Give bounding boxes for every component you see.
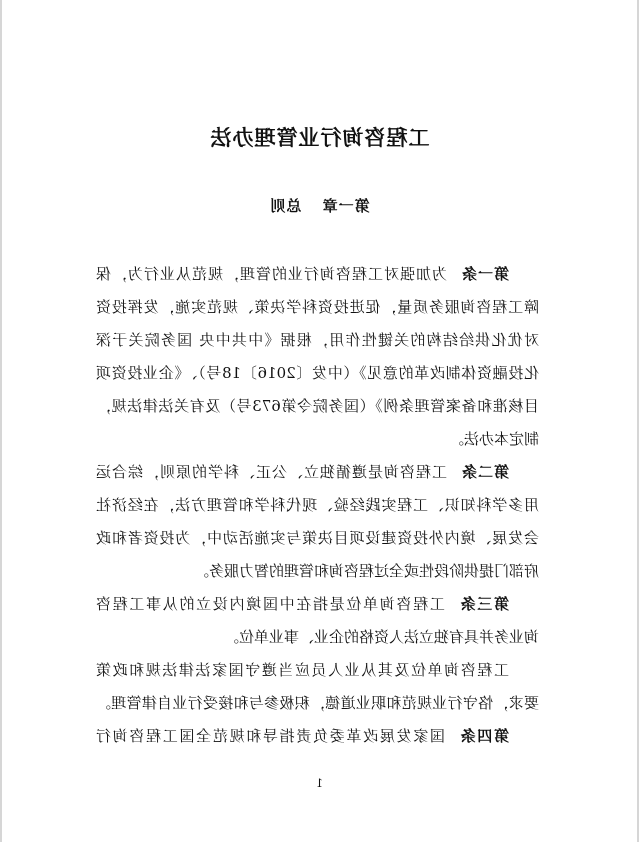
article-label-2: 第二条 [461,463,509,481]
text-line-10: 府部门提供阶段性或全过程咨询和管理的智力服务。 [193,562,539,580]
text-line-8: 用多学科知识、工程实践经验、现代科学和管理方法，在经济社 [96,496,539,514]
line-text-7: 工程咨询是遵循独立、公正、科学的原则，综合运 [96,463,447,481]
line-text-1: 为加强对工程咨询行业的管理，规范从业行为，保 [96,265,447,283]
line-text-15: 国家发展改革委负责指导和规范全国工程咨询行 [96,727,445,745]
article-label-4: 第四条 [458,727,509,745]
chapter-heading: 第一章 总则 [269,197,370,215]
document-title: 工程咨询行业管理办法 [209,125,430,150]
text-line-6: 制定本办法。 [448,430,539,448]
text-line-4: 化投融资体制改革的意见》（中发〔2016〕18号）、《企业投资项 [96,364,539,382]
article-label-3: 第三条 [458,595,509,613]
text-line-7 [96,456,539,489]
text-line-12: 询业务并具有独立法人资格的企业、事业单位。 [223,628,539,646]
line-text-11: 工程咨询单位是指在中国境内设立的从事工程咨 [96,595,445,613]
body-text [96,258,539,753]
text-line-13: 工程咨询单位及其从业人员应当遵守国家法律法规和政策 [96,661,509,679]
page-number: 1 [316,777,323,790]
text-line-14: 要求，恪守行业规范和职业道德，积极参与和接受行业自律管理。 [96,694,539,712]
text-line-1 [96,258,539,291]
text-line-3: 对优化供给结构的关键性作用，根据《中共中央 国务院关于深 [96,331,539,349]
text-line-15 [96,720,539,753]
text-line-11 [96,588,539,621]
text-line-9: 会发展、境内外投资建设项目决策与实施活动中，为投资者和政 [96,529,539,547]
article-label-1: 第一条 [461,265,509,283]
text-line-5: 目核准和备案管理条例》（国务院令第673号）及有关法律法规， [96,397,539,415]
text-line-2: 障工程咨询服务质量，促进投资科学决策、规范实施，发挥投资 [96,298,539,316]
